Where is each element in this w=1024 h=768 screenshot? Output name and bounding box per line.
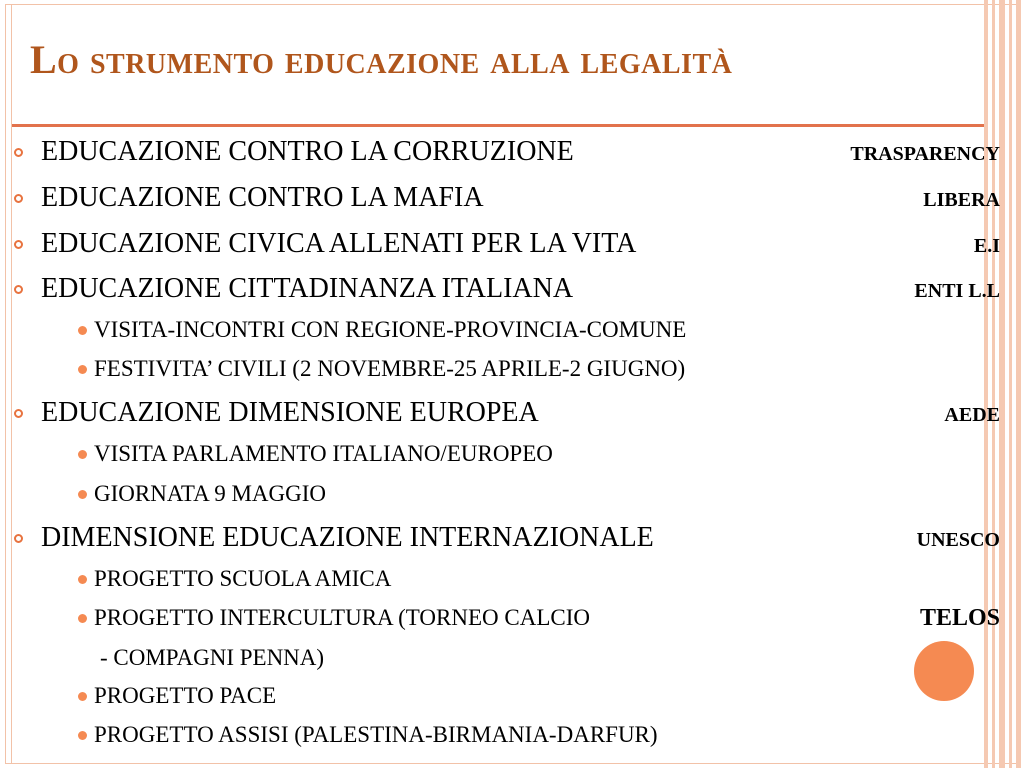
item-text: - COMPAGNI PENNA) bbox=[100, 645, 325, 670]
bullet-icon bbox=[78, 692, 87, 701]
item-text: PROGETTO ASSISI (PALESTINA-BIRMANIA-DARFUR) bbox=[94, 722, 658, 747]
item-text: EDUCAZIONE CIVICA ALLENATI PER LA VITA bbox=[41, 228, 637, 259]
item-text: GIORNATA 9 MAGGIO bbox=[94, 481, 326, 506]
item-text: EDUCAZIONE CONTRO LA MAFIA bbox=[41, 182, 484, 213]
bullet-icon bbox=[14, 240, 23, 249]
bullet-icon bbox=[78, 326, 87, 335]
item-text: EDUCAZIONE CONTRO LA CORRUZIONE bbox=[41, 136, 574, 167]
item-organization: LIBERA bbox=[923, 189, 1000, 211]
bullet-icon bbox=[14, 285, 23, 294]
bullet-icon bbox=[78, 575, 87, 584]
bullet-icon bbox=[14, 409, 23, 418]
item-text: EDUCAZIONE CITTADINANZA ITALIANA bbox=[41, 273, 574, 304]
item-organization: E.I bbox=[973, 235, 1000, 257]
bullet-icon bbox=[78, 731, 87, 740]
slide-title: Lo strumento educazione alla legalità bbox=[30, 37, 733, 82]
item-text: EDUCAZIONE DIMENSIONE EUROPEA bbox=[41, 397, 539, 428]
item-organization: ENTI L.L bbox=[914, 280, 1000, 302]
item-organization: AEDE bbox=[944, 404, 1000, 426]
item-text: FESTIVITA’ CIVILI (2 NOVEMBRE-25 APRILE-2 GIUGNO) bbox=[94, 356, 686, 381]
item-text: VISITA PARLAMENTO ITALIANO/EUROPEO bbox=[94, 441, 553, 466]
decorative-circle bbox=[914, 641, 974, 701]
bullet-icon bbox=[78, 365, 87, 374]
bullet-icon bbox=[78, 490, 87, 499]
item-text: DIMENSIONE EDUCAZIONE INTERNAZIONALE bbox=[41, 522, 654, 553]
item-organization: UNESCO bbox=[916, 529, 1000, 551]
item-text: VISITA-INCONTRI CON REGIONE-PROVINCIA-COMUNE bbox=[94, 317, 687, 342]
bullet-icon bbox=[14, 534, 23, 543]
item-organization: TELOS bbox=[919, 605, 1000, 631]
bullet-icon bbox=[78, 614, 87, 623]
bullet-icon bbox=[14, 148, 23, 157]
item-text: PROGETTO INTERCULTURA (TORNEO CALCIO bbox=[94, 605, 591, 630]
item-organization: TRASPARENCY bbox=[850, 143, 1000, 165]
item-text: PROGETTO SCUOLA AMICA bbox=[94, 566, 392, 591]
bullet-icon bbox=[14, 194, 23, 203]
item-text: PROGETTO PACE bbox=[94, 683, 277, 708]
bullet-icon bbox=[78, 450, 87, 459]
